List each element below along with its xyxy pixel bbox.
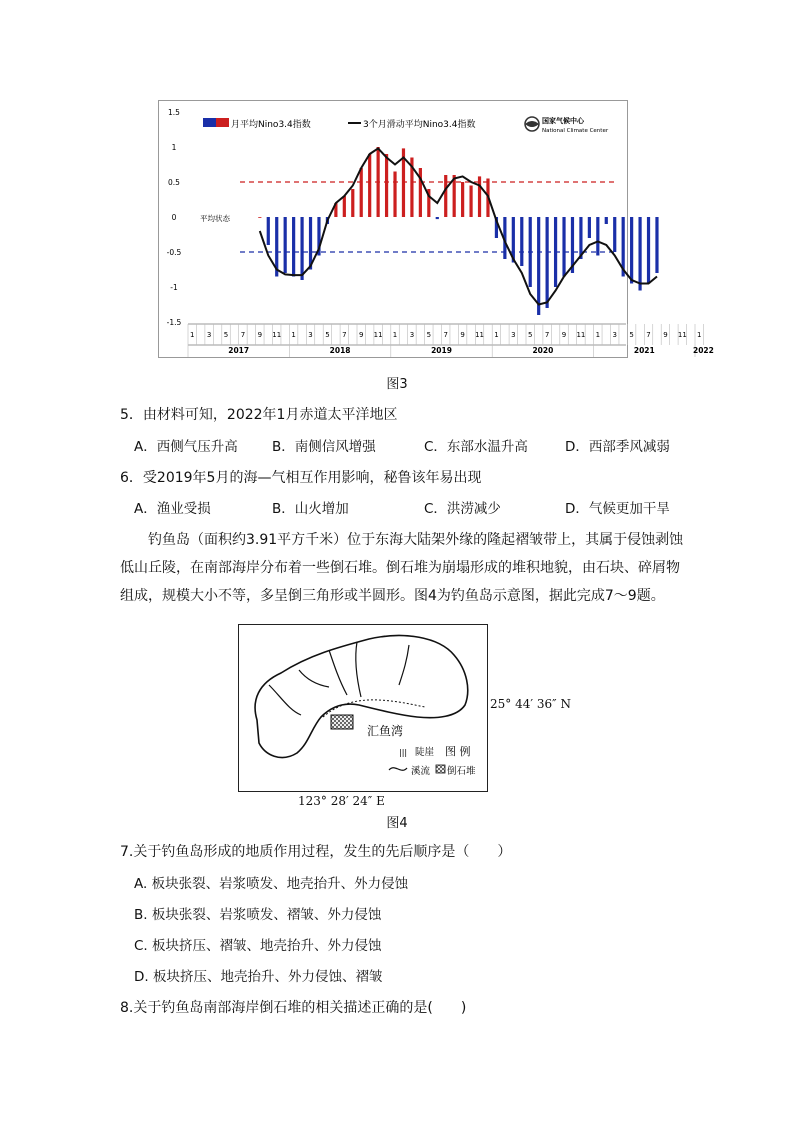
month-tick-label: 9 [460,331,465,339]
bar [520,217,523,266]
legend-cliff-symbol: ||| [399,748,408,757]
bar [647,217,650,284]
month-tick-label: 7 [646,331,651,339]
year-label: 2022 [693,346,714,355]
month-tick-label: 1 [291,331,296,339]
passage: 钓鱼岛（面积约3.91平方千米）位于东海大陆架外缘的隆起褶皱带上，其属于侵蚀剥蚀低山丘陵，在南部海岸分布着一些倒石堆。倒石堆为崩塌形成的堆积地貌，由石块、碎屑物组成，规模大小不等，多呈倒三角形或半圆形。图4为钓鱼岛示意图，据此完成7～9题。 [120,532,684,604]
year-label: 2018 [329,346,351,355]
month-tick-label: 5 [325,331,330,339]
legend-monthly: 月平均Nino3.4指数 [231,120,311,130]
y-tick-label: 1 [171,143,177,152]
bar [469,186,472,218]
longitude-label: 123° 28′ 24″ E [298,794,385,808]
y-tick-label: -0.5 [166,248,182,257]
month-tick-label: 5 [527,331,533,339]
bar [655,217,658,273]
q7-option-d[interactable]: D. 板块挤压、地壳抬升、外力侵蚀、褶皱 [134,969,383,985]
q6-option-b[interactable]: B．山火增加 [272,501,349,517]
logo-cn: 国家气候中心 [542,117,584,125]
month-tick-label: 11 [576,331,586,339]
month-tick-label: 3 [409,331,415,339]
q6-stem: 6．受2019年5月的海—气相互作用影响，秘鲁该年易出现 [120,470,482,486]
month-tick-label: 7 [544,331,550,339]
y-tick-label: -1 [170,283,178,292]
month-tick-label: 1 [392,331,398,339]
month-tick-label: 3 [206,331,212,339]
q7-option-c[interactable]: C. 板块挤压、褶皱、地壳抬升、外力侵蚀 [134,938,382,954]
month-tick-label: 5 [629,331,634,339]
q5-option-b[interactable]: B．南侧信风增强 [272,439,376,455]
q7-option-a[interactable]: A. 板块张裂、岩浆喷发、地壳抬升、外力侵蚀 [134,876,409,892]
month-tick-label: 1 [189,331,195,339]
y-tick-label: 0 [171,213,177,222]
bar [292,217,295,277]
year-label: 2021 [633,346,655,355]
legend-stream-label: 溪流 [411,766,431,777]
island-map [238,624,488,792]
bar [562,217,565,277]
legend-stream-symbol [389,768,407,771]
bar [588,217,591,238]
bar [537,217,540,315]
legend-cliff-label: 陡崖 [415,747,435,758]
nino-chart-svg [158,100,714,358]
legend-scree-symbol [436,765,445,773]
bar [258,217,261,218]
y-tick-label: -1.5 [166,318,182,327]
bar [393,172,396,218]
bar [360,168,363,217]
bar [444,175,447,217]
y-tick-label: 1.5 [168,108,180,117]
year-label: 2019 [431,346,452,355]
bar [613,217,616,252]
bar [368,154,371,217]
y-tick-label: 0.5 [168,178,180,187]
logo-en: National Climate Center [542,128,609,134]
bar [267,217,270,245]
q6-option-d[interactable]: D．气候更加干旱 [565,501,670,517]
bar [385,154,388,217]
month-tick-label: 7 [240,331,246,339]
bar [605,217,608,224]
month-tick-label: 3 [511,331,516,339]
month-tick-label: 9 [663,331,668,339]
month-tick-label: 11 [475,331,484,339]
month-tick-label: 11 [677,331,687,339]
bay-label: 汇鱼湾 [367,724,404,738]
q5-stem: 5．由材料可知，2022年1月赤道太平洋地区 [120,407,398,423]
legend-title: 图 例 [445,745,471,758]
month-tick-label: 5 [223,331,229,339]
month-tick-label: 11 [373,331,383,339]
q7-stem: 7.关于钓鱼岛形成的地质作用过程，发生的先后顺序是（ ） [120,844,512,860]
bar [284,217,287,273]
nino-chart [158,100,714,358]
month-tick-label: 9 [257,331,263,339]
legend-moving: 3个月滑动平均Nino3.4指数 [363,120,476,130]
legend-swatch-red [216,118,229,127]
bar [351,189,354,217]
bar [343,196,346,217]
figure4-caption: 图4 [386,816,408,831]
month-tick-label: 1 [595,331,601,339]
bar [546,217,549,308]
q6-option-c[interactable]: C．洪涝减少 [424,501,501,517]
q5-option-a[interactable]: A．西侧气压升高 [134,439,238,455]
year-label: 2020 [532,346,554,355]
year-label: 2017 [228,346,250,355]
month-tick-label: 5 [426,331,432,339]
q7-option-b[interactable]: B. 板块张裂、岩浆喷发、褶皱、外力侵蚀 [134,907,382,923]
month-tick-label: 7 [443,331,448,339]
month-tick-label: 11 [272,331,282,339]
month-tick-label: 3 [612,331,617,339]
month-tick-label: 1 [696,331,702,339]
figure3-caption: 图3 [386,377,408,392]
latitude-label: 25° 44′ 36″ N [490,697,571,711]
legend-swatch-blue [203,118,216,127]
bar [461,182,464,217]
bar [436,217,439,219]
month-tick-label: 9 [561,331,567,339]
month-tick-label: 3 [308,331,313,339]
q5-option-d[interactable]: D．西部季风减弱 [565,439,670,455]
bar [630,217,633,284]
bar [596,217,599,256]
month-tick-label: 9 [358,331,364,339]
bar [638,217,641,291]
bar [300,217,303,280]
month-tick-label: 1 [494,331,499,339]
q8-stem: 8.关于钓鱼岛南部海岸倒石堆的相关描述正确的是( ) [120,1000,467,1016]
q5-option-c[interactable]: C．东部水温升高 [424,439,528,455]
legend-scree-label: 倒石堆 [447,766,476,777]
q6-option-a[interactable]: A．渔业受损 [134,501,211,517]
scree-icon [331,715,353,729]
month-tick-label: 7 [342,331,347,339]
island-map-svg [239,625,486,790]
avg-state-label: 平均状态 [200,214,230,223]
